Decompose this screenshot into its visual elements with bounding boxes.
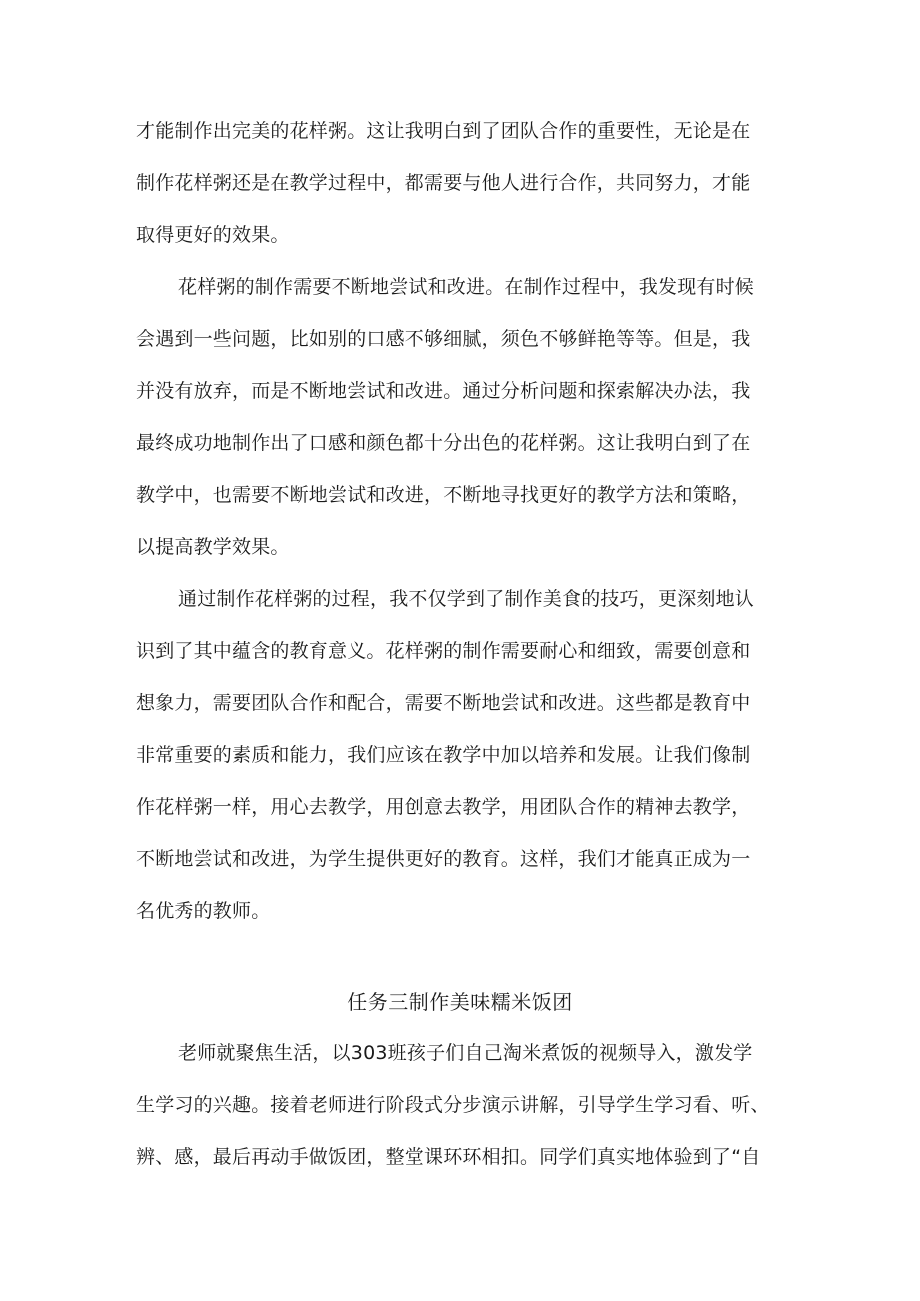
section-heading: 任务三制作美味糯米饭团: [347, 990, 573, 1014]
paragraph-line: 取得更好的效果。: [136, 224, 290, 246]
paragraph-line: 作花样粥一样，用心去教学，用创意去教学，用团队合作的精神去教学，: [136, 796, 751, 818]
paragraph-line: 老师就聚焦生活，以303班孩子们自己淘米煮饭的视频导入，激发学: [178, 1042, 753, 1064]
paragraph-line: 会遇到一些问题，比如别的口感不够细腻，须色不够鲜艳等等。但是，我: [136, 328, 751, 350]
paragraph-line: 不断地尝试和改进，为学生提供更好的教育。这样，我们才能真正成为一: [136, 848, 751, 870]
paragraph-3: [136, 573, 796, 937]
section-1-body: [136, 105, 796, 937]
paragraph-line: 生学习的兴趣。接着老师进行阶段式分步演示讲解，引导学生学习看、听、: [136, 1094, 770, 1116]
paragraph-line: 并没有放弃，而是不断地尝试和改进。通过分析问题和探索解决办法，我: [136, 380, 751, 402]
paragraph-line: 非常重要的素质和能力，我们应该在教学中加以培养和发展。让我们像制: [136, 744, 751, 766]
paragraph-line: 教学中，也需要不断地尝试和改进，不断地寻找更好的教学方法和策略，: [136, 484, 751, 506]
paragraph-line: 以提高教学效果。: [136, 536, 290, 558]
paragraph-1: [136, 105, 796, 261]
paragraph-line: 识到了其中蕴含的教育意义。花样粥的制作需要耐心和细致，需要创意和: [136, 640, 751, 662]
paragraph-4: [136, 1027, 796, 1183]
paragraph-line: 通过制作花样粥的过程，我不仅学到了制作美食的技巧，更深刻地认: [178, 588, 755, 610]
section-2-body: [136, 1027, 796, 1183]
paragraph-line: 才能制作出完美的花样粥。这让我明白到了团队合作的重要性，无论是在: [136, 120, 751, 142]
paragraph-line: 花样粥的制作需要不断地尝试和改进。在制作过程中，我发现有时候: [178, 276, 755, 298]
paragraph-2: [136, 261, 796, 573]
paragraph-line: 想象力，需要团队合作和配合，需要不断地尝试和改进。这些都是教育中: [136, 692, 751, 714]
paragraph-line: 制作花样粥还是在教学过程中，都需要与他人进行合作，共同努力，才能: [136, 172, 751, 194]
paragraph-line: 最终成功地制作出了口感和颜色都十分出色的花样粥。这让我明白到了在: [136, 432, 751, 454]
paragraph-line: 名优秀的教师。: [136, 900, 271, 922]
paragraph-line: 辨、感，最后再动手做饭团，整堂课环环相扣。同学们真实地体验到了“自: [136, 1146, 761, 1168]
